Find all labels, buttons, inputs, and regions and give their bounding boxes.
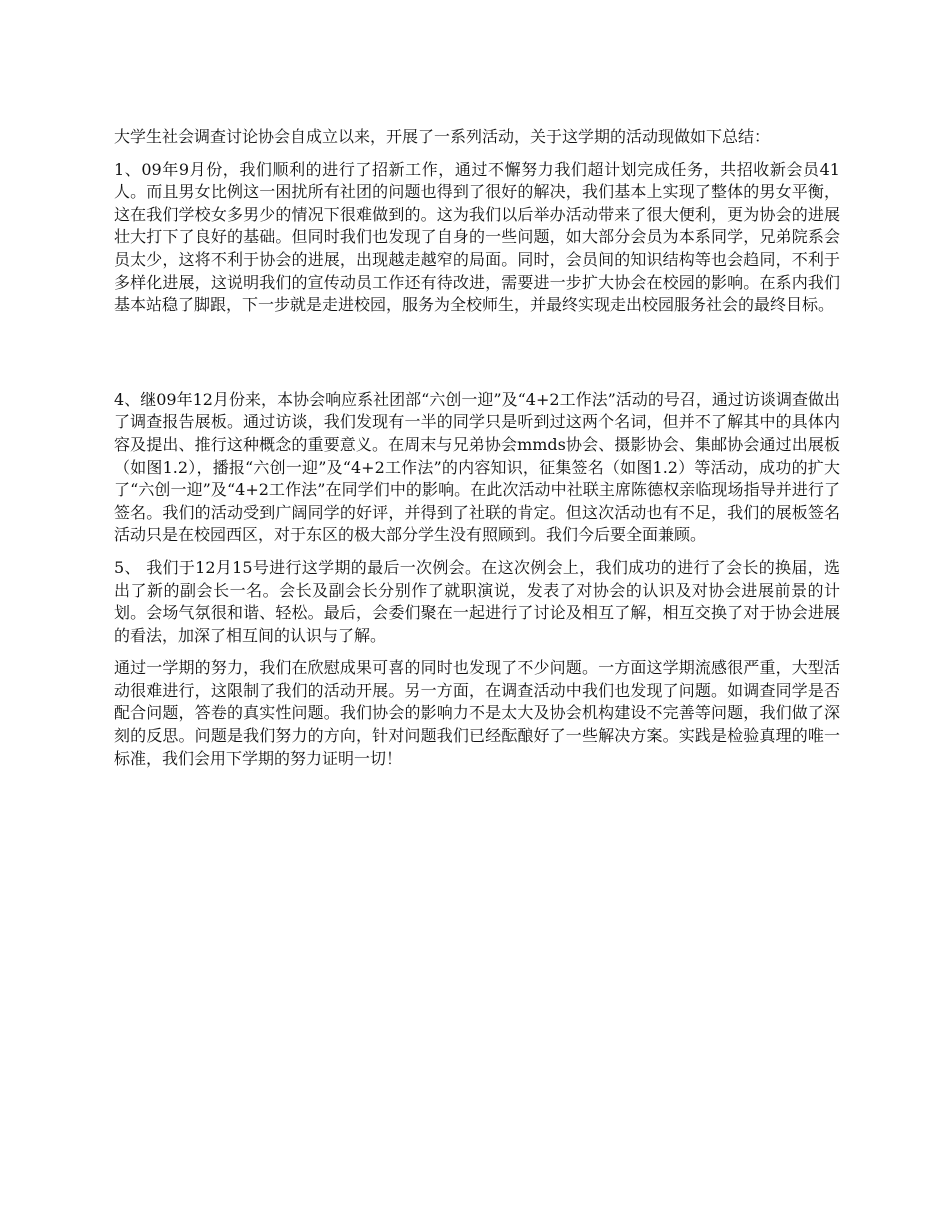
document-page (114, 126, 840, 770)
section-1-paragraph: 1、09年9月份，我们顺利的进行了招新工作，通过不懈努力我们超计划完成任务，共招收新会员41人。而且男女比例这一困扰所有社团的问题也得到了很好的解决，我们基本上实现了整体的男女平衡，这在我们学校女多男少的情况下很难做到的。这为我们以后举办活动带来了很大便利，更为协会的进展壮大打下了良好的基础。但同时我们也发现了自身的一些问题，如大部分会员为本系同学，兄弟院系会员太少，这将不利于协会的进展，出现越走越窄的局面。同时，会员间的知识结构等也会趋同，不利于多样化进展，这说明我们的宣传动员工作还有待改进，需要进一步扩大协会在校园的影响。在系内我们基本站稳了脚跟，下一步就是走进校园，服务为全校师生，并最终实现走出校园服务社会的最终目标。 (114, 159, 840, 315)
section-4-paragraph: 4、继09年12月份来，本协会响应系社团部“六创一迎”及“4+2工作法”活动的号召，通过访谈调查做出了调查报告展板。通过访谈，我们发现有一半的同学只是听到过这两个名词，但并不了解其中的具体内容及提出、推行这种概念的重要意义。在周末与兄弟协会mmds协会、摄影协会、集邮协会通过出展板（如图1.2），播报“六创一迎”及“4+2工作法”的内容知识，征集签名（如图1.2）等活动，成功的扩大了“六创一迎”及“4+2工作法”在同学们中的影响。在此次活动中社联主席陈德权亲临现场指导并进行了签名。我们的活动受到广阔同学的好评，并得到了社联的肯定。但这次活动也有不足，我们的展板签名活动只是在校园西区，对于东区的极大部分学生没有照顾到。我们今后要全面兼顾。 (114, 389, 840, 545)
paragraph-spacer (114, 647, 840, 657)
paragraph-spacer (114, 547, 840, 557)
paragraph-spacer (114, 149, 840, 159)
summary-paragraph: 通过一学期的努力，我们在欣慰成果可喜的同时也发现了不少问题。一方面这学期流感很严重，大型活动很难进行，这限制了我们的活动开展。另一方面，在调查活动中我们也发现了问题。如调查同学是否配合问题，答卷的真实性问题。我们协会的影响力不是太大及协会机构建设不完善等问题，我们做了深刻的反思。问题是我们努力的方向，针对问题我们已经酝酿好了一些解决方案。实践是检验真理的唯一标准，我们会用下学期的努力证明一切！ (114, 658, 840, 768)
intro-paragraph: 大学生社会调查讨论协会自成立以来，开展了一系列活动，关于这学期的活动现做如下总结： (114, 127, 771, 146)
blank-space (114, 317, 840, 389)
section-5-paragraph: 5、 我们于12月15号进行这学期的最后一次例会。在这次例会上，我们成功的进行了会长的换届，选出了新的副会长一名。会长及副会长分别作了就职演说，发表了对协会的认识及对协会进展前景的计划。会场气氛很和谐、轻松。最后，会委们聚在一起进行了讨论及相互了解，相互交换了对于协会进展的看法，加深了相互间的认识与了解。 (114, 557, 840, 645)
